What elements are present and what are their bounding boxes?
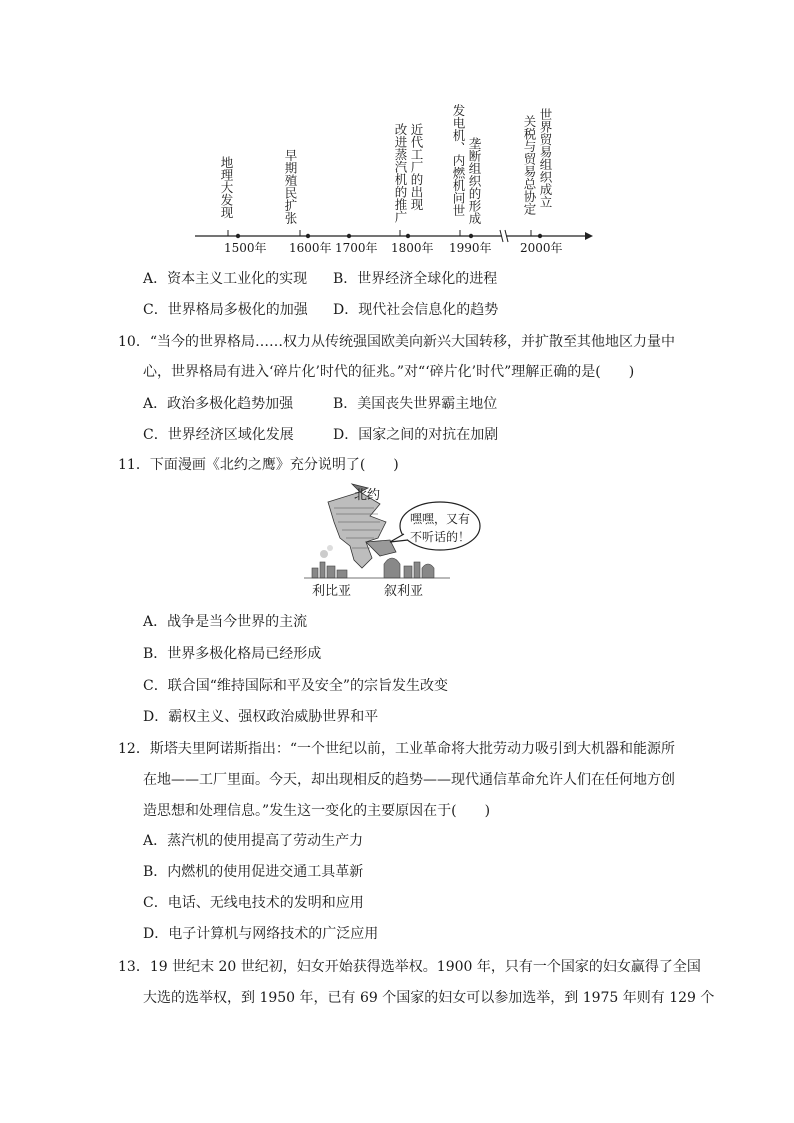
q10-option-b[interactable]: B．美国丧失世界霸主地位 xyxy=(333,396,498,412)
cartoon-label-libya: 利比亚 xyxy=(312,584,352,599)
cartoon-label-syria: 叙利亚 xyxy=(384,584,424,599)
timeline-tick-1600: 1600年 xyxy=(289,241,332,255)
q11-cartoon xyxy=(300,482,490,598)
q10-option-a[interactable]: A．政治多极化趋势加强 xyxy=(143,396,294,412)
q10-stem-line1: 10．“当今的世界格局……权力从传统强国欧美向新兴大国转移，并扩散至其他地区力量中 xyxy=(118,334,675,350)
timeline-event-5b: 世界贸易组织成立 xyxy=(538,108,553,208)
q9-option-d[interactable]: D．现代社会信息化的趋势 xyxy=(333,302,499,318)
cartoon-bubble-line1: 嘿嘿，又有 xyxy=(410,512,471,526)
timeline-tick-1500: 1500年 xyxy=(224,241,267,255)
timeline-tick-2000: 2000年 xyxy=(520,241,563,255)
timeline-event-4b: 垄断组织的形成 xyxy=(467,137,482,225)
timeline-tick-1700: 1700年 xyxy=(335,241,378,255)
q10-option-c[interactable]: C．世界经济区域化发展 xyxy=(143,427,294,443)
q10-option-d[interactable]: D．国家之间的对抗在加剧 xyxy=(333,427,499,443)
q13-stem-line1: 13．19 世纪末 20 世纪初，妇女开始获得选举权。1900 年，只有一个国家的妇女赢得了全国 xyxy=(118,959,701,975)
timeline-event-1: 地理大发现 xyxy=(219,156,234,219)
q9-option-a[interactable]: A．资本主义工业化的实现 xyxy=(143,271,308,287)
q12-option-d[interactable]: D．电子计算机与网络技术的广泛应用 xyxy=(143,926,379,942)
q11-option-d[interactable]: D．霸权主义、强权政治威胁世界和平 xyxy=(143,709,379,725)
cartoon-bubble-line2: 不听话的！ xyxy=(410,530,471,544)
timeline-figure xyxy=(190,100,600,260)
timeline-event-2: 早期殖民扩张 xyxy=(283,149,298,224)
cartoon-label-nato: 北约 xyxy=(354,488,381,503)
q11-option-b[interactable]: B．世界多极化格局已经形成 xyxy=(143,646,322,662)
q12-option-b[interactable]: B．内燃机的使用促进交通工具革新 xyxy=(143,864,364,880)
q9-option-c[interactable]: C．世界格局多极化的加强 xyxy=(143,302,308,318)
timeline-event-3a: 改进蒸汽机的推广 xyxy=(393,123,408,223)
timeline-event-4a: 发电机、内燃机问世 xyxy=(451,104,466,217)
q9-option-b[interactable]: B．世界经济全球化的进程 xyxy=(333,271,498,287)
q12-stem-line2: 在地——工厂里面。今天，却出现相反的趋势——现代通信革命允许人们在任何地方创 xyxy=(143,772,675,788)
timeline-event-5a: 关税与贸易总协定 xyxy=(522,115,537,215)
q11-option-c[interactable]: C．联合国“维持国际和平及安全”的宗旨发生改变 xyxy=(143,678,449,694)
q13-stem-line2: 大选的选举权，到 1950 年，已有 69 个国家的妇女可以参加选举，到 1975 年则有 129 个 xyxy=(143,990,715,1006)
q11-option-a[interactable]: A．战争是当今世界的主流 xyxy=(143,614,308,630)
q12-stem-line3: 造思想和处理信息。”发生这一变化的主要原因在于( ) xyxy=(143,803,491,819)
q12-option-c[interactable]: C．电话、无线电技术的发明和应用 xyxy=(143,895,364,911)
timeline-event-3b: 近代工厂的出现 xyxy=(409,123,424,211)
timeline-tick-1800: 1800年 xyxy=(391,241,434,255)
timeline-tick-1990: 1990年 xyxy=(449,241,492,255)
q12-option-a[interactable]: A．蒸汽机的使用提高了劳动生产力 xyxy=(143,833,364,849)
q12-stem-line1: 12．斯塔夫里阿诺斯指出：“一个世纪以前，工业革命将大批劳动力吸引到大机器和能源所 xyxy=(118,741,675,757)
q10-stem-line2: 心，世界格局有进入‘碎片化’时代的征兆。”对“‘碎片化’时代”理解正确的是( ) xyxy=(143,364,635,380)
q11-stem: 11．下面漫画《北约之鹰》充分说明了( ) xyxy=(118,457,399,473)
